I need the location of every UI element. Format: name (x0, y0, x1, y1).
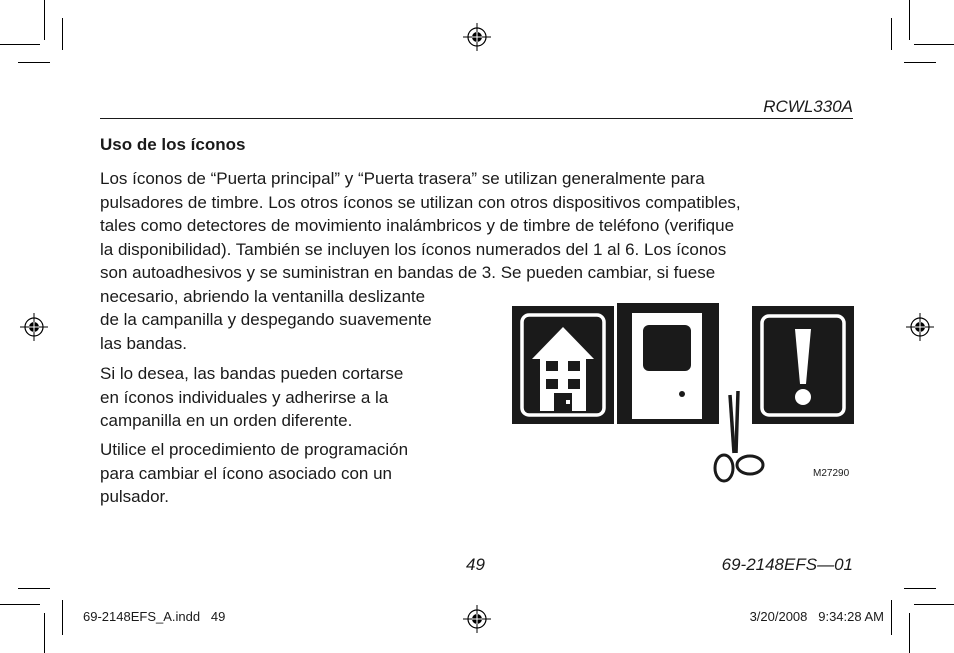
crop-mark (909, 0, 910, 40)
crop-mark (44, 0, 45, 40)
crop-mark (44, 613, 45, 653)
text-line: en íconos individuales y adherirse a la (100, 387, 389, 407)
registration-mark-icon (20, 313, 48, 341)
crop-mark (909, 613, 910, 653)
crop-mark (18, 588, 50, 589)
model-number: RCWL330A (763, 97, 853, 116)
crop-mark (18, 62, 50, 63)
registration-mark-icon (463, 605, 491, 633)
crop-mark (891, 600, 892, 635)
text-line: necesario, abriendo la ventanilla deslizante (100, 286, 426, 306)
registration-mark-icon (463, 23, 491, 51)
text-line: pulsador. (100, 487, 169, 506)
text-line: pulsadores de timbre. Los otros íconos se utilizan con otros dispositivos compatibles, (100, 192, 741, 212)
text-line: la disponibilidad). También se incluyen los íconos numerados del 1 al 6. Los íconos (100, 239, 727, 259)
text-line: son autoadhesivos y se suministran en bandas de 3. Se pueden cambiar, si fuese (100, 263, 716, 282)
text-line: Los íconos de “Puerta principal” y “Puerta trasera” se utilizan generalmente para (100, 169, 705, 188)
crop-mark (0, 44, 40, 45)
crop-mark (62, 18, 63, 50)
crop-mark (0, 604, 40, 605)
registration-mark-icon (906, 313, 934, 341)
crop-mark (914, 44, 954, 45)
crop-mark (904, 62, 936, 63)
house-icon (512, 306, 614, 424)
icon-strip-figure (510, 303, 855, 493)
page-number: 49 (466, 555, 485, 574)
text-line: Si lo desea, las bandas pueden cortarse (100, 364, 404, 383)
crop-mark (904, 588, 936, 589)
text-line: campanilla en un orden diferente. (100, 411, 353, 430)
crop-mark (891, 18, 892, 50)
document-number: 69-2148EFS—01 (721, 555, 853, 574)
section-heading: Uso de los íconos (100, 135, 246, 154)
text-line: de la campanilla y despegando suavemente (100, 310, 432, 329)
print-slug-datetime: 3/20/2008 9:34:28 AM (749, 609, 884, 624)
print-slug-file: 69-2148EFS_A.indd 49 (83, 609, 226, 624)
text-line: Utilice el procedimiento de programación (100, 440, 409, 459)
header-rule (100, 118, 853, 119)
text-line: tales como detectores de movimiento inalámbricos y de timbre de teléfono (verifique (100, 216, 735, 235)
exclamation-icon (752, 306, 854, 424)
crop-mark (914, 604, 954, 605)
crop-mark (62, 600, 63, 635)
paragraph-programming (100, 438, 480, 509)
figure-code: M27290 (813, 468, 850, 479)
paragraph-cut-strips (100, 362, 480, 433)
door-icon (617, 303, 719, 424)
text-line: para cambiar el ícono asociado con un (100, 463, 393, 483)
text-line: las bandas. (100, 333, 187, 353)
